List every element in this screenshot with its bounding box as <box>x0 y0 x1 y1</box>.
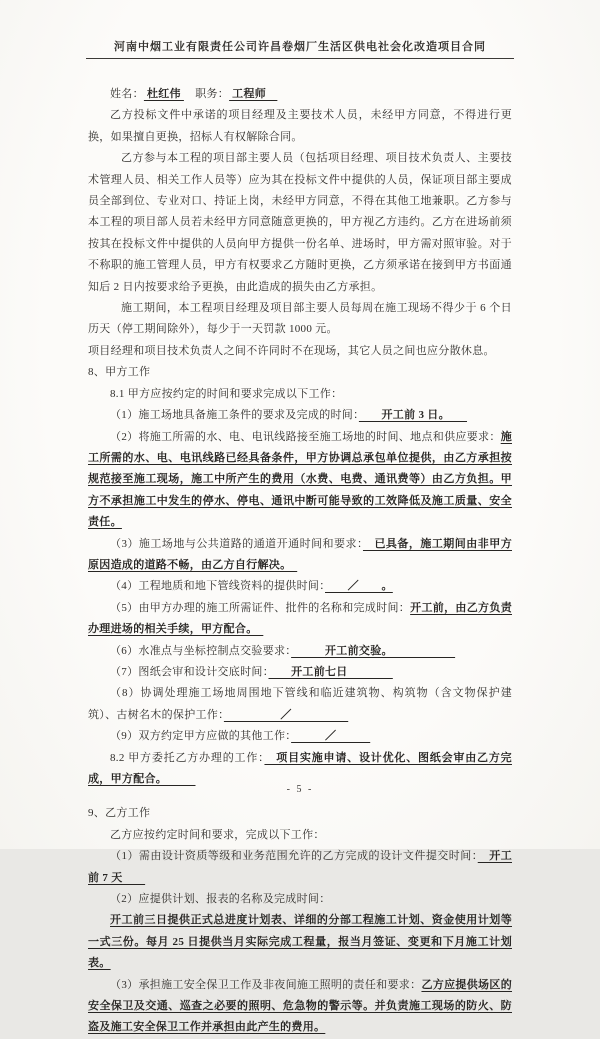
paragraph <box>88 641 512 662</box>
page-number: - 5 - <box>286 784 314 795</box>
paragraph <box>88 534 512 577</box>
fill-in-value: ／ <box>291 730 371 743</box>
paragraph <box>88 84 512 105</box>
paragraph <box>88 846 512 889</box>
paragraph <box>88 803 512 824</box>
text-run: 施工期间，本工程项目经理及项目部主要人员每周在施工现场不得少于 6 个日历天（停工期间除外），每少于一天罚款 1000 元。 <box>88 302 512 336</box>
fill-in-value: 杜红伟 <box>143 88 184 100</box>
text-run: （4）工程地质和地下管线资料的提供时间： <box>110 580 325 593</box>
paragraph <box>88 105 512 148</box>
page-header <box>86 38 514 59</box>
text-run: （2）将施工所需的水、电、电讯线路接至施工场地的时间、地点和供应要求： <box>110 430 501 443</box>
text-run: （1）施工场地具备施工条件的要求及完成的时间： <box>110 409 359 422</box>
text-run: 乙方参与本工程的项目部主要人员（包括项目经理、项目技术负责人、主要技术管理人员、相关工作人员等）应为其在投标文件中提供的人员，保证项目部主要成员全部到位、专业对口、持证上岗，未经甲方同意，不得在其他工地兼职。乙方参与本工程的项目部人员若未经甲方同意随意更换的，甲方视乙方违约。乙方在进场前须按其在投标文件中提供的人员向甲方提供一份名单、进场时，甲方需对照审验。对于不称职的施工管理人员，甲方有权要求乙方随时更换，乙方须承诺在接到甲方书面通知后 2 日内按要求给予更换，由此造成的损失由乙方承担。 <box>88 152 512 293</box>
paragraph <box>88 298 512 341</box>
fill-in-value: 乙方应提供场区的安全保卫及交通、巡查之必要的照明、危急物的警示等。并负责施工现场的防火、防盗及施工安全保卫工作并承担由此产生的费用。 <box>88 978 512 1034</box>
text-run: 8.1 甲方应按约定的时间和要求完成以下工作： <box>110 387 343 400</box>
text-run: （9）双方约定甲方应做的其他工作： <box>110 730 292 743</box>
text-run: 姓名： <box>110 88 144 100</box>
fill-in-value: 开工前 7 天 <box>88 850 512 884</box>
fill-in-value: 已具备，施工期间由非甲方原因造成的道路不畅，由乙方自行解决。 <box>88 537 512 571</box>
paragraph <box>88 427 512 534</box>
fill-in-value: 开工前三日提供正式总进度计划表、详细的分部工程施工计划、资金使用计划等一式三份。每月 25 日提供当月实际完成工程量，报当月签证、变更和下月施工计划表。 <box>88 914 512 970</box>
header-divider <box>86 58 514 59</box>
paragraph <box>88 662 512 683</box>
text-run: （3）承担施工安全保卫工作及非夜间施工照明的责任和要求： <box>110 978 422 991</box>
paragraph <box>88 148 512 298</box>
fill-in-value: 开工前 3 日。 <box>358 409 468 422</box>
fill-in-value: 开工前，由乙方负责办理进场的相关手续，甲方配合。 <box>88 601 512 636</box>
paragraph <box>88 683 512 726</box>
text-run: 项目经理和项目技术负责人之间不许同时不在现场，其它人员之间也应分散休息。 <box>88 344 495 357</box>
paragraph <box>88 384 512 405</box>
paragraph <box>88 889 512 910</box>
text-run: （3）施工场地与公共道路的通道开通时间和要求： <box>110 537 363 550</box>
paragraph <box>88 726 512 747</box>
paragraph <box>88 362 512 383</box>
text-run: （7）图纸会审和设计交底时间： <box>110 665 269 678</box>
fill-in-value: ／ <box>223 708 349 721</box>
text-run: 乙方应按约定时间和要求，完成以下工作： <box>110 828 325 841</box>
contract-title: 河南中烟工业有限责任公司许昌卷烟厂生活区供电社会化改造项目合同 <box>114 41 486 53</box>
paragraph <box>88 576 512 597</box>
paragraph <box>88 825 512 846</box>
paragraph <box>88 975 512 1039</box>
fill-in-value: ／ 。 <box>325 580 393 593</box>
text-run: （2）应提供计划、报表的名称及完成时间： <box>110 893 331 906</box>
paragraph <box>88 341 512 362</box>
text-run: 职务： <box>183 88 230 100</box>
text-run: （5）由甲方办理的施工所需证件、批件的名称和完成时间： <box>110 601 411 614</box>
document-body <box>88 84 512 1039</box>
text-run: （6）水准点与坐标控制点交验要求： <box>110 644 292 657</box>
paragraph <box>88 598 512 641</box>
fill-in-value: 项目实施申请、设计优化、图纸会审由乙方完成，甲方配合。 <box>88 751 512 785</box>
text-run: 8.2 甲方委托乙方办理的工作： <box>110 751 265 764</box>
paragraph <box>88 910 512 974</box>
text-run: 9、乙方工作 <box>88 807 151 820</box>
text-run: （1）需由设计资质等级和业务范围允许的乙方完成的设计文件提交时间： <box>110 850 478 863</box>
fill-in-value: 施工所需的水、电、电讯线路已经具备条件，甲方协调总承包单位提供，由乙方承担按规范接至施工现场，施工中所产生的费用（水费、电费、通讯费等）由乙方负担。甲方不承担施工中发生的停水、停电、通讯中断可能导致的工效降低及施工质量、安全责任。 <box>88 430 512 529</box>
text-run: （8）协调处理施工场地周围地下管线和临近建筑物、构筑物（含文物保护建筑）、古树名木的保护工作： <box>88 687 512 721</box>
fill-in-value: 工程师 <box>229 88 278 100</box>
text-run: 乙方投标文件中承诺的项目经理及主要技术人员，未经甲方同意，不得进行更换，如果擅自更换，招标人有权解除合同。 <box>88 109 512 143</box>
paragraph <box>88 405 512 426</box>
fill-in-value: 开工前七日 <box>268 665 393 678</box>
fill-in-value: 开工前交验。 <box>291 644 456 657</box>
text-run: 8、甲方工作 <box>88 366 151 379</box>
